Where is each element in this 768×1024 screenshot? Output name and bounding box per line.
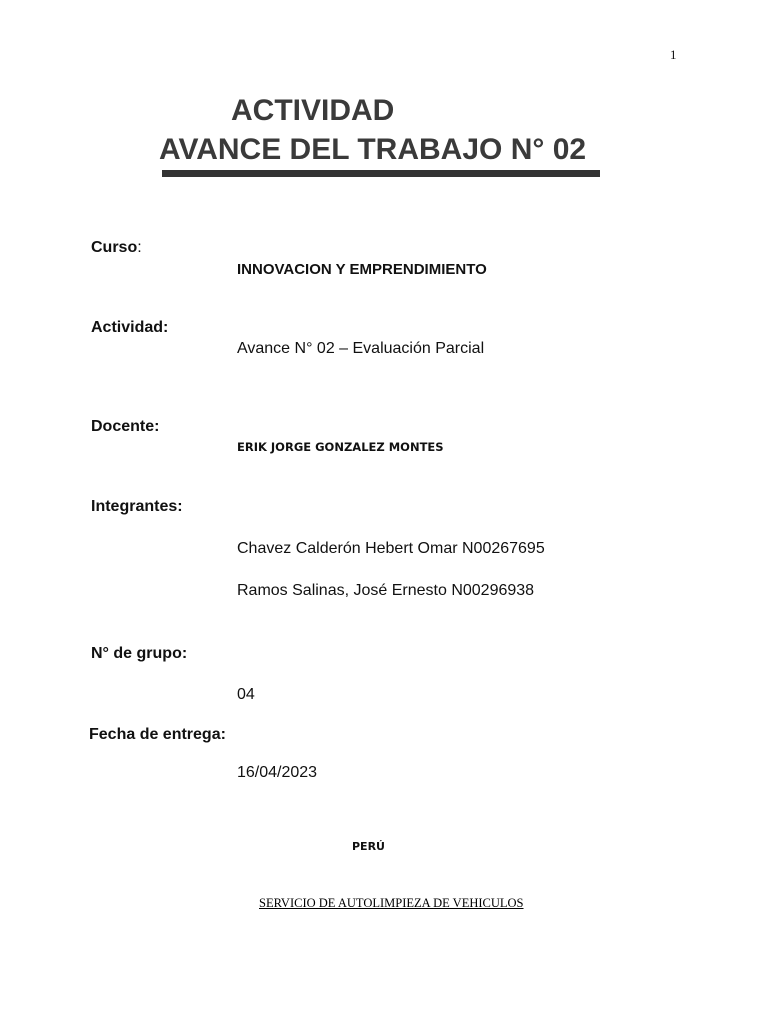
integrante-2: Ramos Salinas, José Ernesto N00296938 (237, 582, 535, 599)
integrantes-label: Integrantes: (91, 498, 183, 515)
docente-value: ERIK JORGE GONZALEZ MONTES (237, 440, 444, 454)
page-number: 1 (670, 47, 677, 62)
project-title: SERVICIO DE AUTOLIMPIEZA DE VEHICULOS (259, 896, 524, 910)
title-underline-rule (162, 170, 600, 177)
title-line-2: AVANCE DEL TRABAJO N° 02 (159, 133, 587, 166)
country-label: PERÚ (352, 840, 385, 853)
curso-label-colon: : (137, 239, 142, 256)
actividad-value: Avance N° 02 – Evaluación Parcial (237, 340, 485, 357)
actividad-label: Actividad: (91, 319, 169, 336)
curso-value: INNOVACION Y EMPRENDIMIENTO (237, 261, 487, 278)
title-line-1: ACTIVIDAD (231, 94, 395, 127)
integrante-1: Chavez Calderón Hebert Omar N00267695 (237, 540, 545, 557)
grupo-label: N° de grupo: (91, 645, 188, 662)
docente-label: Docente: (91, 418, 160, 435)
curso-label (91, 239, 142, 257)
curso-label-text: Curso (91, 239, 138, 256)
grupo-value: 04 (237, 686, 255, 703)
fecha-label: Fecha de entrega: (89, 726, 226, 743)
fecha-value: 16/04/2023 (237, 764, 318, 781)
